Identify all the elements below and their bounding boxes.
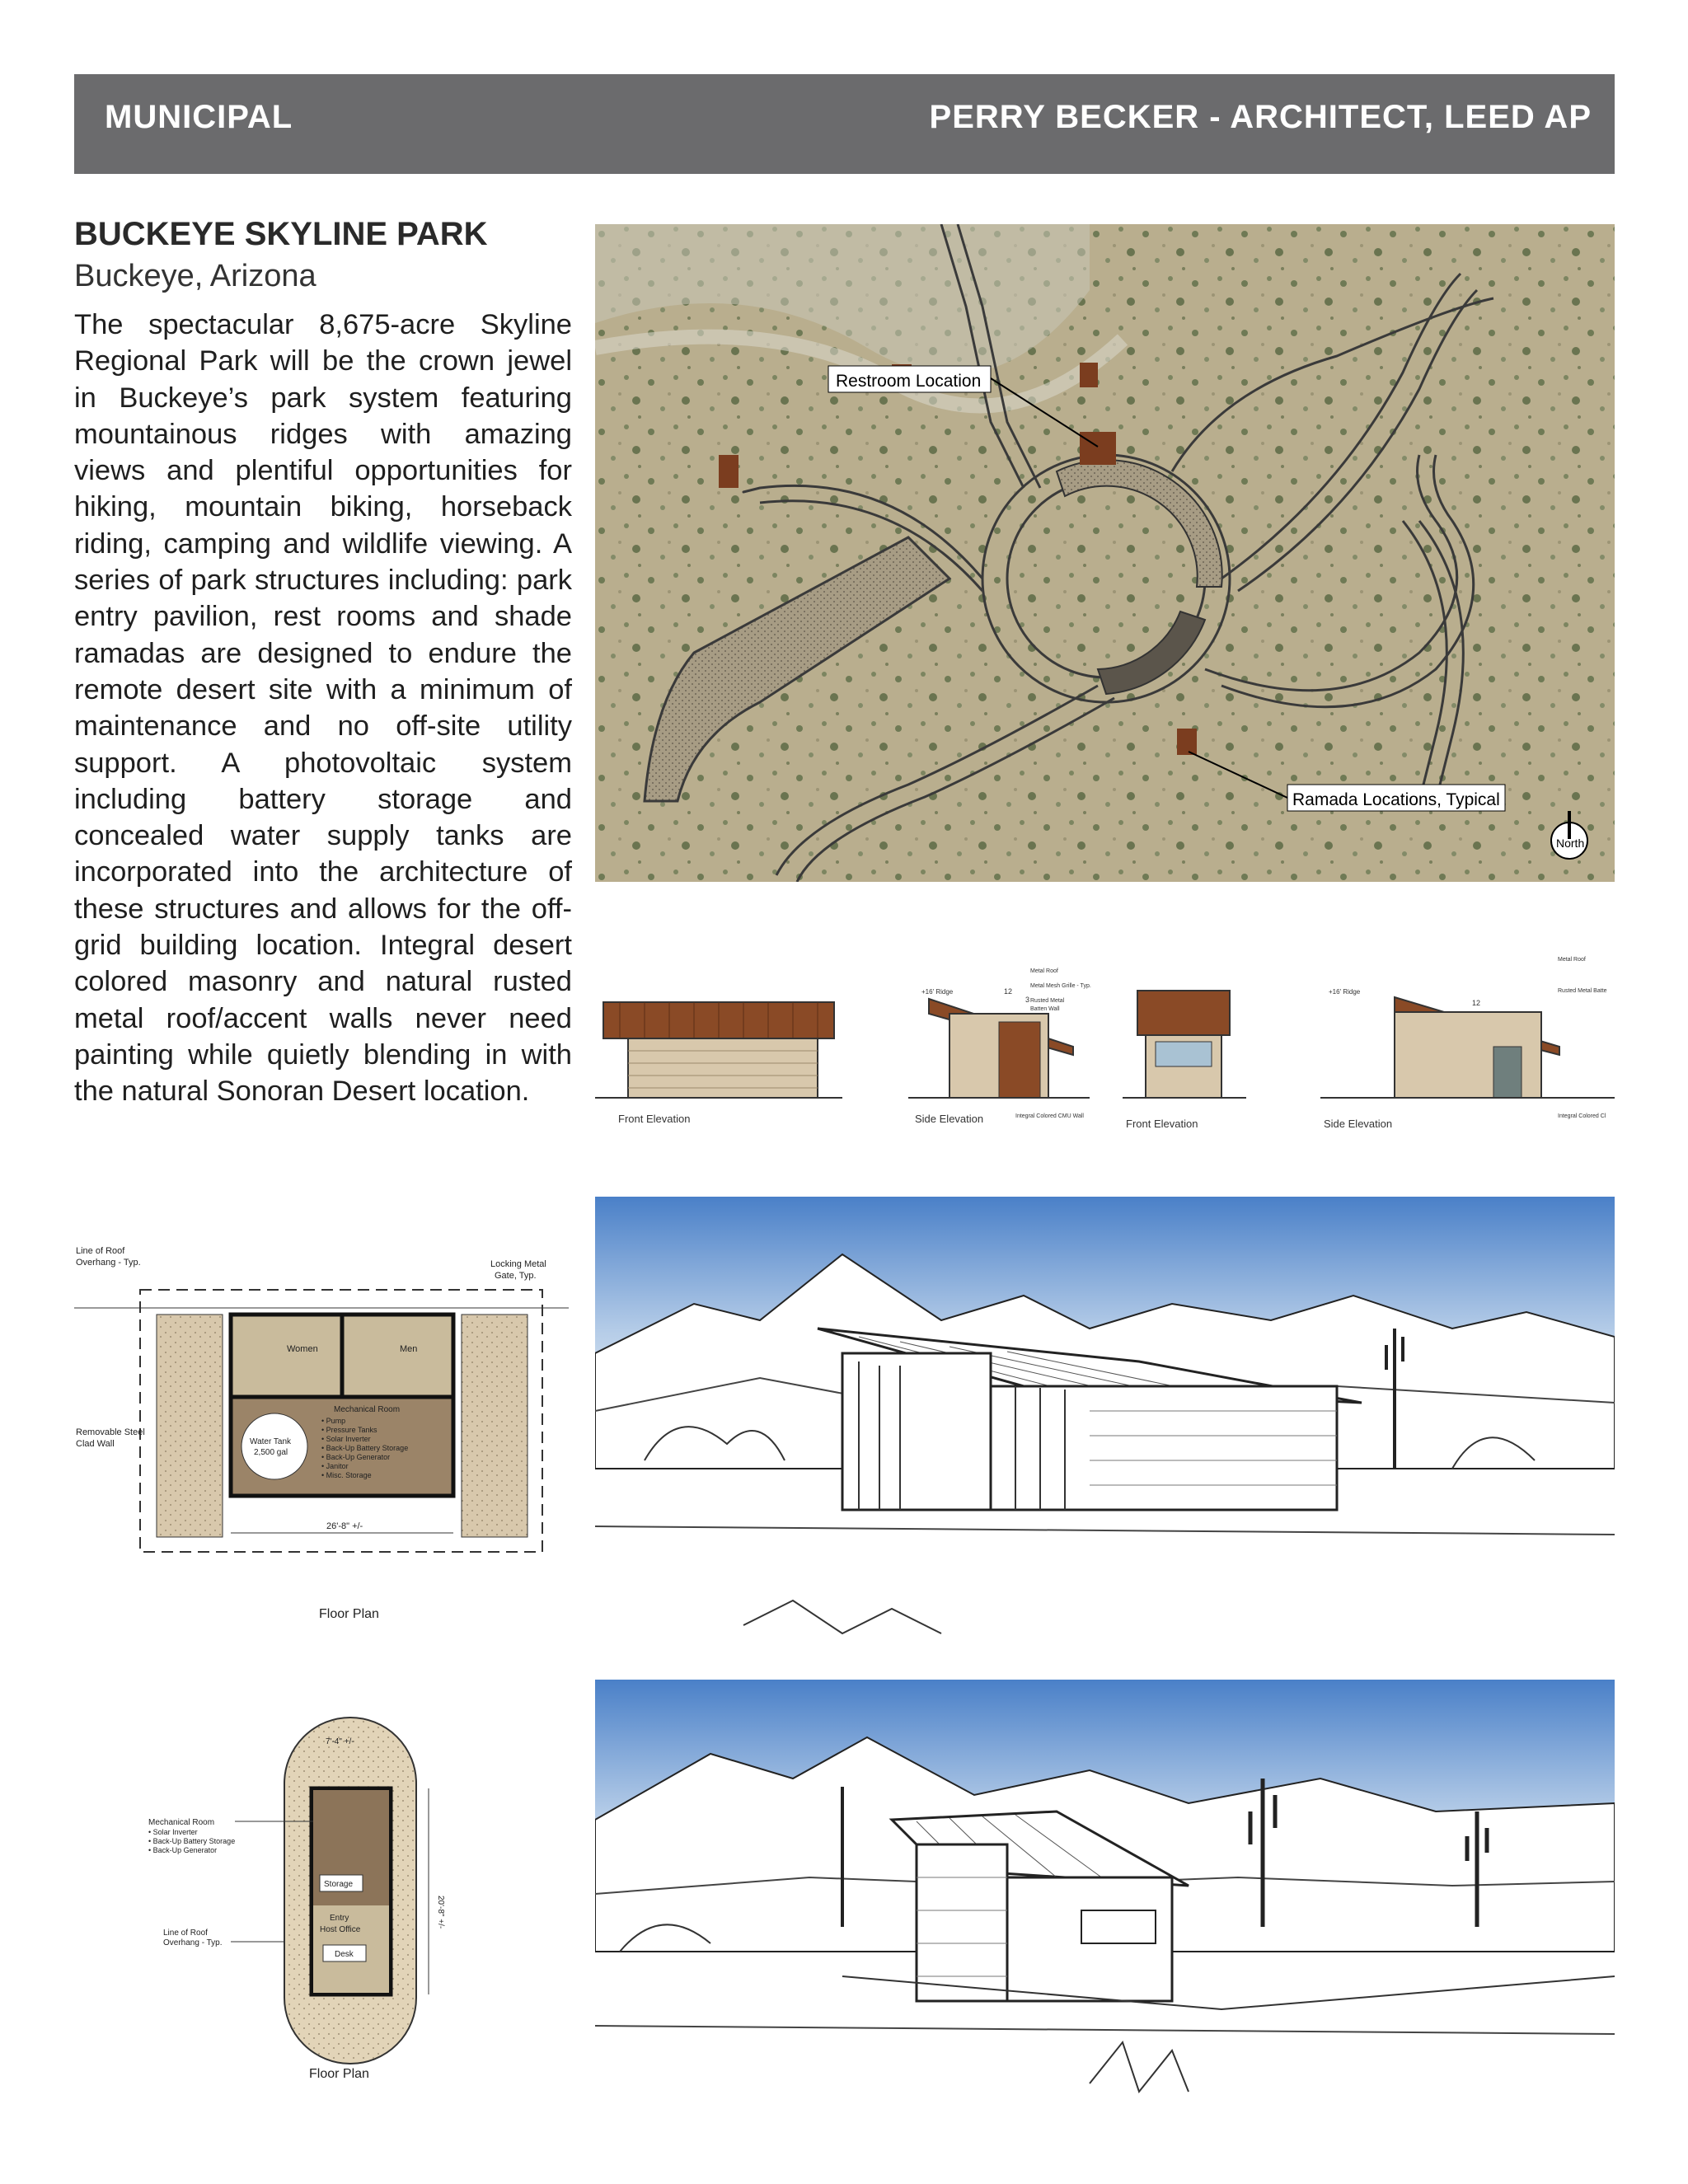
- men-label: Men: [400, 1344, 418, 1354]
- entry-label: Entry: [330, 1914, 349, 1923]
- storage-label: Storage: [324, 1880, 354, 1889]
- office-equipment-battery: • Back-Up Battery Storage: [148, 1837, 236, 1845]
- elevations-drawing: [595, 956, 1615, 1139]
- metal-roof-label-2: Metal Roof: [1558, 957, 1586, 963]
- ridge-label-1: +16' Ridge: [921, 988, 954, 996]
- office-equipment-generator: • Back-Up Generator: [148, 1846, 218, 1854]
- equipment-storage: • Misc. Storage: [321, 1471, 372, 1479]
- equipment-generator: • Back-Up Generator: [321, 1453, 391, 1461]
- equipment-pump: • Pump: [321, 1417, 346, 1425]
- project-description: The spectacular 8,675-acre Skyline Regional Park will be the crown jewel in Buckeye’s park system featuring mountainous ridges with amazing views and plentiful opportunities for hiking, mountain biking, horseback riding, camping and wildlife viewing. A series of park structures including: park entry pavilion, rest rooms and shade ramadas are designed to endure the remote desert site with a minimum of maintenance and no off-site utility support. A photovoltaic system including battery storage and concealed water supply tanks are incorporated into the architecture of these structures and allows for the off-grid building location. Integral desert colored masonry and natural rusted metal roof/accent walls never need painting while quietly blending in with the natural Sonoran Desert location.: [74, 309, 572, 1108]
- host-office-floor-plan: [148, 1714, 478, 2093]
- rusted-metal-label: Rusted Metal: [1030, 998, 1065, 1004]
- project-location: Buckeye, Arizona: [74, 259, 316, 293]
- restroom-perspective-sketch: [595, 1197, 1615, 1650]
- women-label: Women: [287, 1344, 318, 1354]
- pitch-rise-1: 12: [1004, 987, 1013, 996]
- equipment-solar-inverter: • Solar Inverter: [321, 1435, 371, 1443]
- ridge-label-2: +16' Ridge: [1329, 988, 1361, 996]
- restroom-floor-plan: [74, 1240, 569, 1628]
- gate-label-2: Gate, Typ.: [495, 1271, 537, 1281]
- ramada-locations-label: Ramada Locations, Typical: [1292, 790, 1500, 809]
- roof-overhang-label-1: Line of Roof: [76, 1246, 125, 1256]
- pitch-run-1: 3: [1025, 996, 1030, 1004]
- office-length-dimension: 20'-8" +/-: [436, 1896, 445, 1929]
- firm-name: PERRY BECKER - ARCHITECT, LEED AP: [929, 99, 1592, 135]
- dimension-label: 26'-8" +/-: [326, 1521, 363, 1531]
- north-label: North: [1556, 837, 1585, 850]
- host-office-label: Host Office: [320, 1925, 361, 1934]
- steel-wall-label-1: Removable Steel: [76, 1427, 145, 1437]
- pitch-rise-2: 12: [1472, 999, 1481, 1007]
- front-elevation-label-2: Front Elevation: [1126, 1118, 1198, 1130]
- mechanical-room-label: Mechanical Room: [334, 1405, 401, 1414]
- side-elevation-label-1: Side Elevation: [915, 1113, 984, 1125]
- equipment-pressure-tanks: • Pressure Tanks: [321, 1426, 377, 1434]
- rusted-batten-label-2: Rusted Metal Batte: [1558, 988, 1607, 994]
- equipment-battery-storage: • Back-Up Battery Storage: [321, 1444, 409, 1452]
- side-elevation-label-2: Side Elevation: [1324, 1118, 1393, 1130]
- floor-plan-caption-1: Floor Plan: [319, 1607, 379, 1621]
- metal-roof-label-1: Metal Roof: [1030, 968, 1058, 974]
- host-office-perspective-sketch: [595, 1680, 1615, 2133]
- office-width-dimension: 7'-4" +/-: [326, 1737, 354, 1746]
- office-mech-room-label: Mechanical Room: [148, 1818, 215, 1827]
- gate-label-1: Locking Metal: [490, 1259, 546, 1269]
- front-elevation-label-1: Front Elevation: [618, 1113, 691, 1125]
- office-roof-label-1: Line of Roof: [163, 1929, 208, 1938]
- header-banner: [74, 74, 1615, 174]
- project-title: BUCKEYE SKYLINE PARK: [74, 216, 488, 252]
- batten-wall-label: Batten Wall: [1030, 1006, 1060, 1012]
- equipment-janitor: • Janitor: [321, 1462, 349, 1470]
- restroom-location-label: Restroom Location: [836, 372, 982, 391]
- steel-wall-label-2: Clad Wall: [76, 1439, 115, 1449]
- cmu-wall-label-2: Integral Colored Cl: [1558, 1113, 1606, 1119]
- desk-label: Desk: [335, 1950, 354, 1959]
- roof-overhang-label-2: Overhang - Typ.: [76, 1258, 141, 1268]
- office-equipment-inverter: • Solar Inverter: [148, 1828, 198, 1836]
- mesh-grille-label: Metal Mesh Grille - Typ.: [1030, 983, 1091, 989]
- site-plan-image: [595, 224, 1615, 882]
- cmu-wall-label-1: Integral Colored CMU Wall: [1015, 1113, 1084, 1119]
- floor-plan-caption-2: Floor Plan: [309, 2067, 369, 2081]
- water-tank-label-2: 2,500 gal: [254, 1448, 288, 1457]
- office-roof-label-2: Overhang - Typ.: [163, 1938, 223, 1947]
- category-label: MUNICIPAL: [105, 99, 293, 135]
- water-tank-label-1: Water Tank: [250, 1437, 292, 1446]
